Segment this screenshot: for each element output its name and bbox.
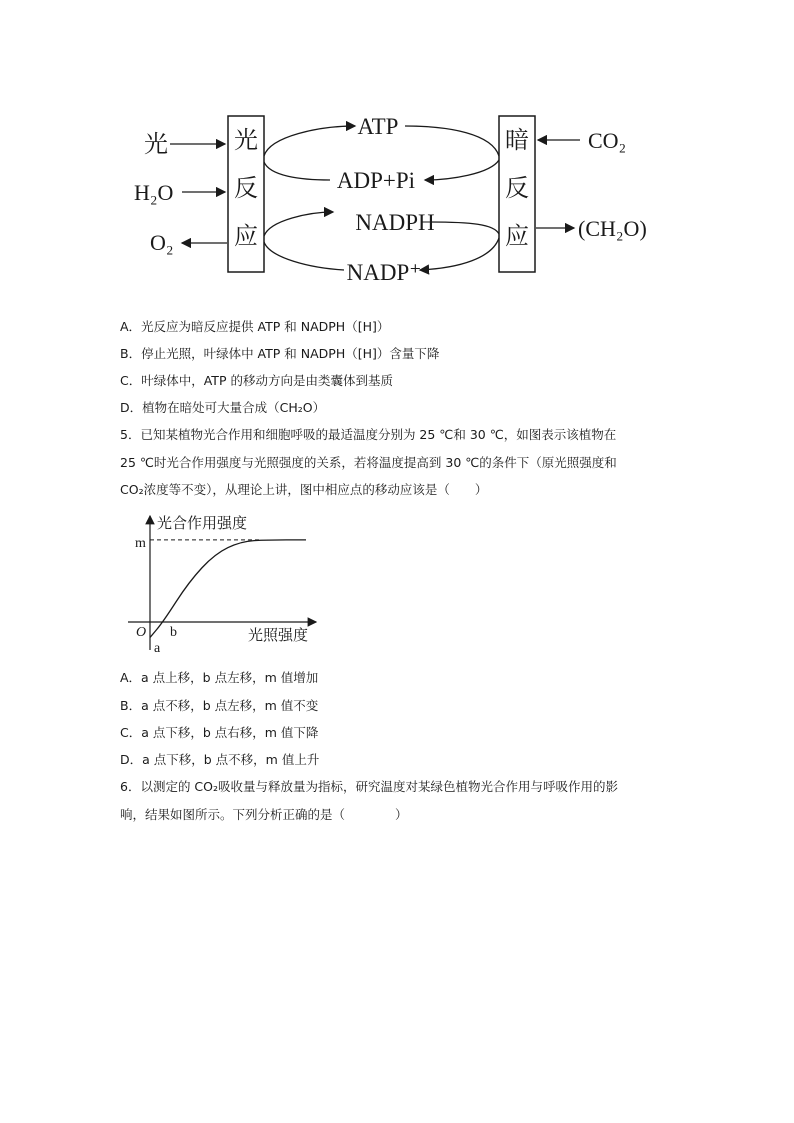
a-label: a <box>154 641 161 656</box>
origin-label: O <box>136 625 147 640</box>
light-box-char-2: 反 <box>234 176 258 202</box>
q4-option-c: C．叶绿体中，ATP 的移动方向是由类囊体到基质 <box>120 373 393 388</box>
q5-stem-line2: 25 ℃时光合作用强度与光照强度的关系，若将温度提高到 30 ℃的条件下（原光照强度和 <box>120 455 617 470</box>
y-axis-label: 光合作用强度 <box>157 516 248 532</box>
q5-stem-line3: CO₂浓度等不变），从理论上讲，图中相应点的移动应该是（ ） <box>120 482 488 497</box>
photosynthesis-diagram <box>130 108 670 280</box>
q5-stem-line1: 5．已知某植物光合作用和细胞呼吸的最适温度分别为 25 ℃和 30 ℃，如图表示该植物在 <box>120 427 617 442</box>
q6-stem-line2: 响，结果如图所示。下列分析正确的是（ ） <box>120 807 408 822</box>
q5-option-d: D．a 点下移，b 点不移，m 值上升 <box>120 752 320 767</box>
b-label: b <box>170 625 177 640</box>
dark-box-char-2: 反 <box>505 176 529 202</box>
q4-option-a: A．光反应为暗反应提供 ATP 和 NADPH（[H]） <box>120 319 390 334</box>
oxygen-output-label: O₂ <box>150 230 174 255</box>
co2-label: CO₂ <box>588 128 627 153</box>
atp-label: ATP <box>357 114 399 139</box>
water-input-label: H₂O <box>134 180 174 205</box>
dark-box-char-3: 应 <box>505 224 529 250</box>
q6-stem-line1: 6．以测定的 CO₂吸收量与释放量为指标，研究温度对某绿色植物光合作用与呼吸作用的影 <box>120 779 619 794</box>
light-intensity-chart <box>120 510 330 660</box>
m-label: m <box>135 536 146 551</box>
light-box-char-3: 应 <box>234 224 258 250</box>
photosynthesis-curve <box>150 540 306 638</box>
q5-option-a: A．a 点上移，b 点左移，m 值增加 <box>120 670 319 685</box>
adp-pi-label: ADP+Pi <box>336 168 416 193</box>
dark-box-char-1: 暗 <box>505 128 529 154</box>
q5-option-c: C．a 点下移，b 点右移，m 值下降 <box>120 725 319 740</box>
q4-option-b: B．停止光照，叶绿体中 ATP 和 NADPH（[H]）含量下降 <box>120 346 440 361</box>
nadp-label: NADP⁺ <box>346 260 422 280</box>
q4-option-d: D．植物在暗处可大量合成（CH₂O） <box>120 400 326 415</box>
x-axis-label: 光照强度 <box>248 628 309 644</box>
q5-option-b: B．a 点不移，b 点左移，m 值不变 <box>120 698 319 713</box>
nadph-label: NADPH <box>355 210 435 235</box>
product-label: (CH₂O) <box>578 216 647 241</box>
light-box-char-1: 光 <box>234 128 258 154</box>
light-input-label: 光 <box>144 132 168 158</box>
